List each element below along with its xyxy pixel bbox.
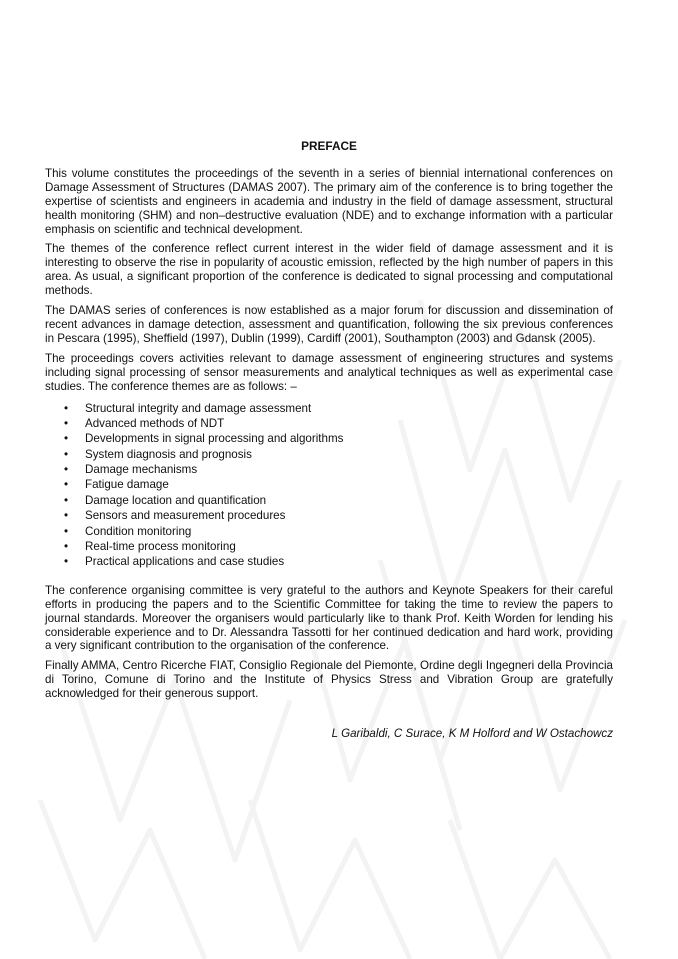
preface-page: [45, 140, 613, 741]
paragraph-acknowledgements: The conference organising committee is very grateful to the authors and Keynote Speakers for their careful efforts in producing the papers and to the Scientific Committee for taking the time to review the papers to journal standards. Moreover the organisers would particularly like to thank Prof. Keith Worden for lending his considerable experience and to Dr. Alessandra Tassotti for her continued dedication and hard work, providing a very significant contribution to the organisation of the conference.: [45, 583, 613, 653]
watermark-stroke: [450, 820, 610, 959]
list-item: • Damage mechanisms: [45, 462, 613, 477]
list-item: • Structural integrity and damage assessment: [45, 401, 613, 416]
watermark-stroke: [40, 800, 205, 959]
paragraph-intro: This volume constitutes the proceedings of the seventh in a series of biennial international conferences on Damage Assessment of Structures (DAMAS 2007). The primary aim of the conference is to bring together the expertise of scientists and engineers in academia and industry in the field of damage assessment, structural health monitoring (SHM) and non–destructive evaluation (NDE) and to exchange information with a particular emphasis on scientific and technical development.: [45, 166, 613, 236]
page-title: PREFACE: [301, 139, 357, 153]
paragraph-proceedings: The proceedings covers activities relevant to damage assessment of engineering structures and systems including signal processing of sensor measurements and analytical techniques as well as experimental case studies. The conference themes are as follows: –: [45, 351, 613, 393]
conference-themes-list: [45, 401, 613, 570]
paragraph-themes: The themes of the conference reflect current interest in the wider field of damage assessment and it is interesting to observe the rise in popularity of acoustic emission, reflected by the high number of papers in this area. As usual, a significant proportion of the conference is dedicated to signal processing and computational methods.: [45, 242, 613, 298]
watermark-stroke: [250, 800, 410, 959]
list-item: • Condition monitoring: [45, 524, 613, 539]
list-item: • Real-time process monitoring: [45, 539, 613, 554]
list-item: • Sensors and measurement procedures: [45, 508, 613, 523]
list-item: • Fatigue damage: [45, 477, 613, 492]
editors-signature: L Garibaldi, C Surace, K M Holford and W Ostachowcz: [331, 727, 613, 741]
list-item: • System diagnosis and prognosis: [45, 447, 613, 462]
list-item: • Practical applications and case studies: [45, 554, 613, 569]
list-item: • Developments in signal processing and algorithms: [45, 431, 613, 446]
paragraph-series: The DAMAS series of conferences is now established as a major forum for discussion and dissemination of recent advances in damage detection, assessment and quantification, following the six previous conferences in Pescara (1995), Sheffield (1997), Dublin (1999), Cardiff (2001), Southampton (2003) and Gdansk (2005).: [45, 304, 613, 345]
list-item: • Advanced methods of NDT: [45, 416, 613, 431]
paragraph-sponsors: Finally AMMA, Centro Ricerche FIAT, Consiglio Regionale del Piemonte, Ordine degli Ingegneri della Provincia di Torino, Comune di Torino and the Institute of Physics Stress and Vibration Group are gratefully acknowledged for their generous support.: [45, 659, 613, 701]
list-item: • Damage location and quantification: [45, 493, 613, 508]
